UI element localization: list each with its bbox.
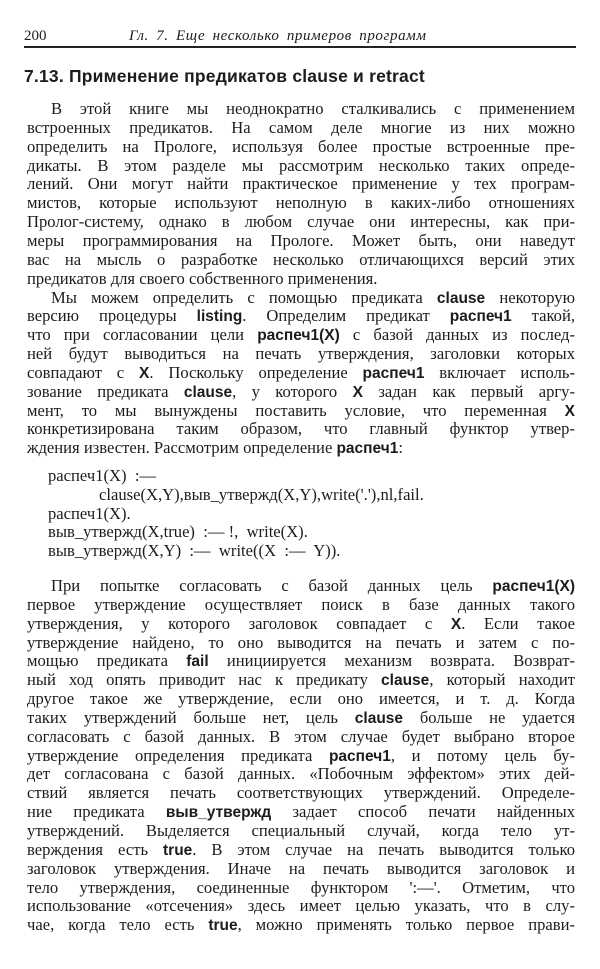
text-run: утверждение найдено, то оно выводится на печать и затем с по- bbox=[27, 632, 575, 652]
text-run: с базой данных из послед- bbox=[339, 325, 575, 345]
bold-term: clause bbox=[183, 383, 233, 401]
text-line bbox=[27, 402, 575, 421]
bold-term: X bbox=[139, 364, 150, 382]
text-run: В этой книге мы неоднократно сталкивались с применением bbox=[51, 99, 575, 118]
text-line bbox=[27, 439, 575, 458]
text-run: дикаты. В этом разделе мы рассмотрим несколько таких опреде- bbox=[27, 155, 575, 175]
text-run: мент, то мы вынуждены поставить условие, что переменная bbox=[27, 400, 565, 420]
text-line bbox=[27, 577, 575, 596]
text-line bbox=[27, 728, 575, 747]
text-line bbox=[27, 879, 575, 898]
text-run: : bbox=[398, 438, 404, 458]
text-run: таких утверждений больше нет, цель bbox=[27, 707, 355, 727]
text-run: . Поскольку определение bbox=[149, 362, 363, 382]
text-run: утверждения, у которого заголовок совпадает с bbox=[27, 613, 451, 633]
bold-term: распеч1 bbox=[362, 364, 425, 382]
bold-term: X bbox=[564, 402, 575, 420]
text-line bbox=[27, 596, 575, 615]
text-line bbox=[27, 213, 575, 232]
code-line: распеч1(X). bbox=[48, 503, 131, 523]
text-run: инициируется механизм возврата. Возврат- bbox=[208, 651, 575, 671]
bold-term: fail bbox=[186, 653, 209, 671]
text-run: определить на Прологе, используя более простые встроенные пре- bbox=[27, 136, 575, 156]
text-line bbox=[27, 916, 575, 935]
text-run: другое такое же утверждение, если оно имеется, и т. д. Когда bbox=[27, 689, 575, 709]
bold-term: clause bbox=[381, 672, 430, 690]
text-run: зование предиката bbox=[27, 381, 184, 401]
text-run: ждения известен. Рассмотрим определение bbox=[27, 438, 337, 458]
text-line bbox=[27, 690, 575, 709]
header-rule bbox=[24, 46, 576, 48]
text-line bbox=[27, 194, 575, 213]
text-line bbox=[27, 615, 575, 634]
code-block bbox=[48, 467, 424, 561]
text-run: . В этом случае на печать выводится только bbox=[192, 839, 575, 859]
text-line bbox=[27, 784, 575, 803]
bold-term: true bbox=[163, 841, 193, 859]
text-run: дет согласована с базой данных. «Побочным эффектом» этих дей- bbox=[27, 764, 575, 784]
text-line bbox=[27, 326, 575, 345]
text-run: мощью предиката bbox=[27, 651, 187, 671]
code-line: распеч1(X) :— bbox=[48, 466, 157, 485]
section-title: 7.13. Применение предикатов clause и retract bbox=[24, 66, 425, 86]
code-line: выв_утвержд(X,true) :— !, write(X). bbox=[48, 522, 308, 542]
text-run: некоторую bbox=[485, 287, 575, 307]
text-run: Мы можем определить с помощью предиката bbox=[51, 287, 437, 307]
text-run: При попытке согласовать с базой данных цель bbox=[51, 576, 493, 595]
text-run: мистов, которые используют неполную в каких-либо отношениях bbox=[27, 193, 575, 213]
text-run: ней будут выводиться на печать утверждения, заголовки которых bbox=[27, 344, 575, 364]
text-run: больше не удается bbox=[403, 707, 575, 727]
text-line bbox=[27, 383, 575, 402]
bold-term: распеч1(X) bbox=[257, 327, 340, 345]
text-run: утверждений. Выделяется специальный случай, когда тело ут- bbox=[27, 820, 575, 840]
paragraph-intro bbox=[27, 100, 575, 288]
text-line bbox=[27, 100, 575, 119]
text-line bbox=[27, 652, 575, 671]
bold-term: распеч1 bbox=[449, 308, 512, 326]
paragraph-listing bbox=[27, 289, 575, 459]
text-run: утверждение определения предиката bbox=[27, 745, 329, 765]
text-run: , можно применять только первое прави- bbox=[237, 915, 575, 935]
text-run: тело утверждения, соединенные функтором ':—'. Отметим, что bbox=[27, 877, 575, 897]
text-run: заголовок утверждения. Иначе на печать выводится заголовок и bbox=[27, 858, 575, 878]
text-line bbox=[27, 822, 575, 841]
text-run: встроенных предикатов. На самом деле многие из них можно bbox=[27, 117, 575, 137]
text-run: что при согласовании цели bbox=[27, 325, 258, 345]
text-line bbox=[27, 270, 575, 289]
text-line bbox=[27, 420, 575, 439]
bold-term: выв_утвержд bbox=[165, 804, 272, 822]
code-line: выв_утвержд(X,Y) :— write((X :— Y)). bbox=[48, 541, 341, 561]
bold-term: распеч1 bbox=[336, 440, 399, 458]
text-line bbox=[27, 345, 575, 364]
paragraph-explanation bbox=[27, 577, 575, 935]
bold-term: clause bbox=[354, 709, 404, 727]
text-line bbox=[27, 289, 575, 308]
bold-term: true bbox=[208, 917, 238, 935]
text-run: лений. Они могут найти практическое применение у тех програм- bbox=[27, 174, 575, 194]
bold-term: listing bbox=[196, 308, 243, 326]
text-run: задан как первый аргу- bbox=[362, 381, 576, 401]
text-run: верждения есть bbox=[27, 839, 163, 859]
text-run: конкретизирована таким образом, что главный функтор утвер- bbox=[27, 419, 575, 439]
text-line bbox=[27, 634, 575, 653]
text-run: ние предиката bbox=[27, 802, 166, 822]
bold-term: X bbox=[352, 383, 363, 401]
text-line bbox=[27, 119, 575, 138]
text-run: . Если такое bbox=[461, 613, 575, 633]
text-line bbox=[27, 803, 575, 822]
text-run: чае, когда тело есть bbox=[27, 915, 209, 935]
text-run: , который находит bbox=[429, 670, 576, 690]
text-line bbox=[27, 709, 575, 728]
text-line bbox=[27, 232, 575, 251]
text-run: предикатов для своего собственного применения. bbox=[27, 268, 378, 288]
bold-term: X bbox=[450, 615, 462, 633]
text-run: Пролог-систему, однако в любом случае они интересны, как при- bbox=[27, 212, 575, 232]
text-run: совпадают с bbox=[27, 362, 140, 382]
text-run: такой, bbox=[511, 306, 576, 326]
bold-term: распеч1 bbox=[328, 747, 391, 765]
text-run: ный ход опять приводит нас к предикату bbox=[27, 670, 382, 690]
text-run: задает способ печати найденных bbox=[271, 802, 575, 822]
text-run: вас на мысль о разработке несколько отличающихся версий этих bbox=[27, 249, 575, 269]
text-line bbox=[27, 251, 575, 270]
text-run: ствий является печать соответствующих утверждений. Определе- bbox=[27, 783, 575, 803]
text-run: включает исполь- bbox=[424, 362, 575, 382]
code-line: clause(X,Y),выв_утвержд(X,Y),write('.'),nl,fail. bbox=[99, 484, 424, 504]
text-line bbox=[27, 897, 575, 916]
text-line bbox=[27, 765, 575, 784]
text-run: использование «отсечения» здесь имеет целью указать, что в слу- bbox=[27, 896, 575, 916]
text-line bbox=[27, 747, 575, 766]
text-line bbox=[27, 841, 575, 860]
text-line bbox=[27, 307, 575, 326]
text-run: меры программирования на Прологе. Может быть, они наведут bbox=[27, 230, 575, 250]
text-line bbox=[27, 138, 575, 157]
bold-term: распеч1(X) bbox=[492, 578, 575, 595]
text-run: согласовать с базой данных. В этом случае будет выбрано второе bbox=[27, 726, 575, 746]
text-line bbox=[27, 364, 575, 383]
running-header bbox=[24, 28, 576, 46]
text-run: . Определим предикат bbox=[242, 306, 450, 326]
text-run: , и потому цель бу- bbox=[390, 745, 575, 765]
running-title: Гл. 7. Еще несколько примеров программ bbox=[129, 28, 427, 44]
text-run: , у которого bbox=[232, 381, 353, 401]
text-line bbox=[27, 157, 575, 176]
text-line bbox=[27, 175, 575, 194]
bold-term: clause bbox=[436, 289, 486, 307]
text-line bbox=[27, 671, 575, 690]
text-line bbox=[27, 860, 575, 879]
text-run: версию процедуры bbox=[27, 306, 197, 326]
page-number: 200 bbox=[24, 28, 47, 44]
text-run: первое утверждение осуществляет поиск в базе данных такого bbox=[27, 594, 575, 614]
